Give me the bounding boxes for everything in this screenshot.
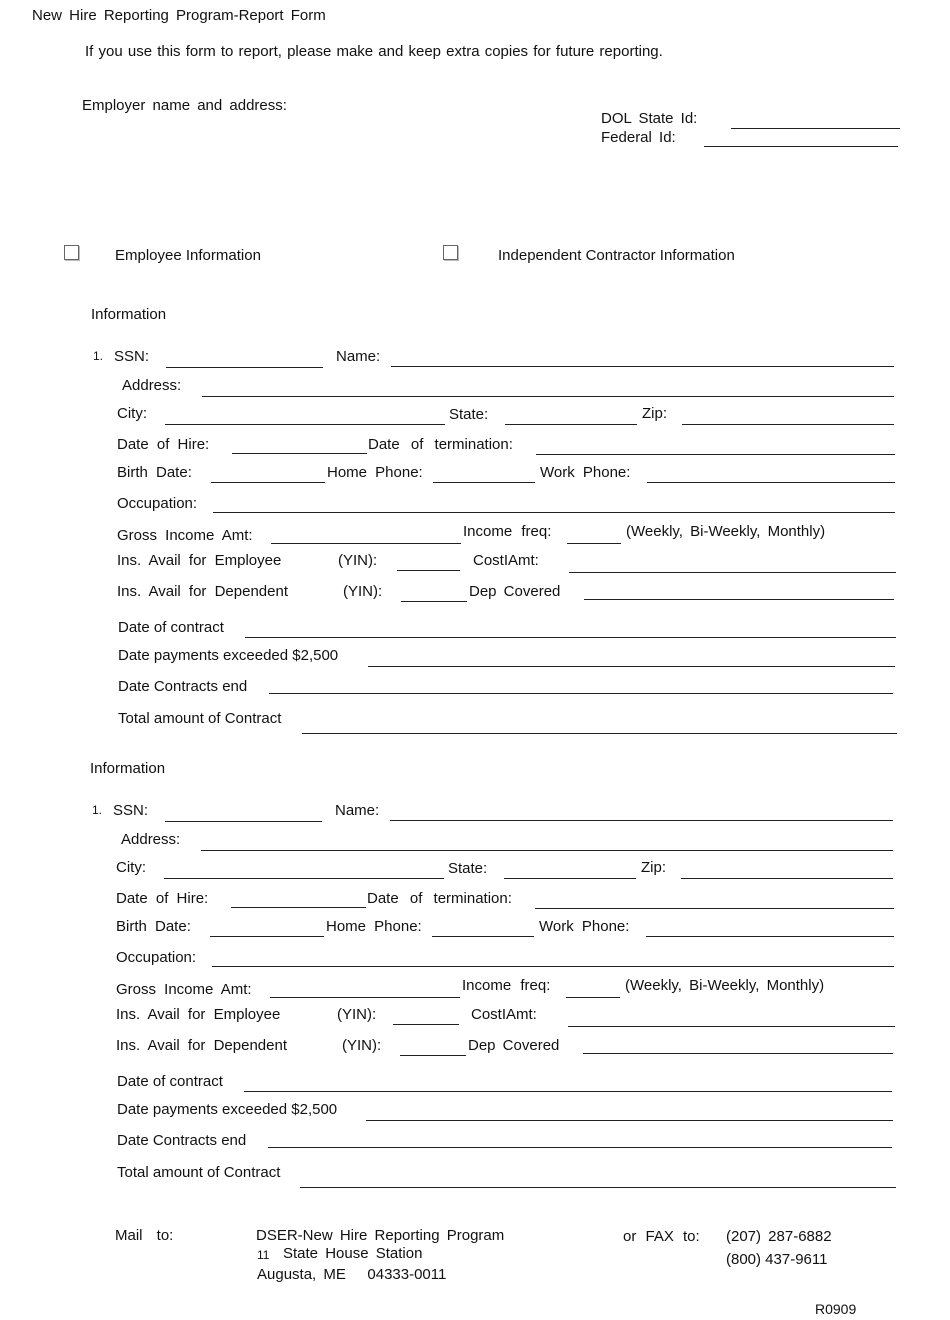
ins-dependent-field[interactable] [400, 1055, 466, 1056]
form-code: R0909 [815, 1301, 857, 1317]
ins-employee-label: Ins. Avail for Employee [117, 552, 282, 569]
income-freq-options: (Weekly, Bi-Weekly, Monthly) [625, 977, 825, 994]
fax-label: or FAX to: [623, 1228, 700, 1245]
contractor-option-label: Independent Contractor Information [498, 247, 735, 264]
ins-dependent-label: Ins. Avail for Dependent [117, 583, 288, 600]
cost-amount-field[interactable] [568, 1026, 895, 1027]
fax-number-2: (800) 437-9611 [726, 1251, 828, 1268]
home-phone-label: Home Phone: [326, 918, 422, 935]
state-label: State: [448, 860, 488, 877]
instructions-text: If you use this form to report, please make and keep extra copies for future reporting. [85, 43, 663, 60]
city-label: City: [116, 859, 146, 876]
payments-exceeded-label: Date payments exceeded $2,500 [117, 1101, 338, 1118]
zip-label: Zip: [642, 405, 668, 422]
total-contract-label: Total amount of Contract [118, 710, 282, 727]
termination-date-field[interactable] [535, 908, 894, 909]
gross-income-label: Gross Income Amt: [117, 527, 253, 544]
birth-date-label: Birth Date: [117, 464, 192, 481]
fax-number-1: (207) 287-6882 [726, 1228, 832, 1245]
ssn-field[interactable] [166, 367, 323, 368]
ssn-label: SSN: [113, 802, 149, 819]
contracts-end-label: Date Contracts end [117, 1132, 247, 1149]
zip-field[interactable] [681, 878, 893, 879]
dep-covered-field[interactable] [583, 1053, 893, 1054]
mail-address-number: 11 [257, 1248, 270, 1262]
employer-label: Employer name and address: [82, 97, 287, 114]
home-phone-field[interactable] [432, 936, 534, 937]
contract-date-label: Date of contract [117, 1073, 223, 1090]
cost-amount-label: CostIAmt: [473, 552, 539, 569]
city-field[interactable] [164, 878, 444, 879]
state-label: State: [449, 406, 489, 423]
income-freq-options: (Weekly, Bi-Weekly, Monthly) [626, 523, 826, 540]
yin-label: (YIN): [342, 1037, 382, 1054]
name-field[interactable] [390, 820, 893, 821]
zip-label: Zip: [641, 859, 667, 876]
termination-date-label: Date of termination: [368, 436, 513, 453]
ins-employee-field[interactable] [393, 1024, 459, 1025]
income-freq-label: Income freq: [463, 523, 552, 540]
work-phone-label: Work Phone: [540, 464, 631, 481]
ins-dependent-label: Ins. Avail for Dependent [116, 1037, 287, 1054]
contracts-end-field[interactable] [268, 1147, 892, 1148]
birth-date-field[interactable] [210, 936, 324, 937]
payments-exceeded-field[interactable] [366, 1120, 893, 1121]
zip-field[interactable] [682, 424, 894, 425]
ssn-field[interactable] [165, 821, 322, 822]
employee-option-label: Employee Information [115, 247, 261, 264]
name-label: Name: [335, 802, 380, 819]
mail-to-label: Mail to: [115, 1227, 174, 1244]
address-label: Address: [122, 377, 182, 394]
gross-income-label: Gross Income Amt: [116, 981, 252, 998]
section-heading: Information [91, 306, 167, 323]
termination-date-label: Date of termination: [367, 890, 512, 907]
total-contract-field[interactable] [300, 1187, 896, 1188]
home-phone-label: Home Phone: [327, 464, 423, 481]
dol-state-id-label: DOL State Id: [601, 110, 698, 127]
employee-block-2 [0, 454, 950, 1181]
ssn-label: SSN: [114, 348, 150, 365]
yin-label: (YIN): [337, 1006, 377, 1023]
ins-employee-label: Ins. Avail for Employee [116, 1006, 281, 1023]
hire-date-label: Date of Hire: [117, 436, 210, 453]
contracts-end-label: Date Contracts end [118, 678, 248, 695]
income-freq-label: Income freq: [462, 977, 551, 994]
yin-label: (YIN): [343, 583, 383, 600]
name-field[interactable] [391, 366, 894, 367]
section-heading: Information [90, 760, 166, 777]
federal-id-label: Federal Id: [601, 129, 676, 146]
state-field[interactable] [505, 424, 637, 425]
item-number: 1. [92, 803, 103, 817]
item-number: 1. [93, 349, 104, 363]
occupation-field[interactable] [212, 966, 894, 967]
mail-address-line-2: State House Station [283, 1245, 423, 1262]
gross-income-field[interactable] [270, 997, 460, 998]
city-field[interactable] [165, 424, 445, 425]
hire-date-label: Date of Hire: [116, 890, 209, 907]
cost-amount-label: CostIAmt: [471, 1006, 537, 1023]
form-title: New Hire Reporting Program-Report Form [32, 7, 326, 24]
payments-exceeded-label: Date payments exceeded $2,500 [118, 647, 339, 664]
address-field[interactable] [201, 850, 893, 851]
mail-address-line-1: DSER-New Hire Reporting Program [256, 1227, 505, 1244]
hire-date-field[interactable] [231, 907, 366, 908]
state-field[interactable] [504, 878, 636, 879]
occupation-label: Occupation: [117, 495, 198, 512]
address-label: Address: [121, 831, 181, 848]
dep-covered-label: Dep Covered [468, 1037, 560, 1054]
city-label: City: [117, 405, 147, 422]
total-contract-label: Total amount of Contract [117, 1164, 281, 1181]
name-label: Name: [336, 348, 381, 365]
occupation-label: Occupation: [116, 949, 197, 966]
contract-date-field[interactable] [244, 1091, 892, 1092]
birth-date-label: Birth Date: [116, 918, 191, 935]
income-freq-field[interactable] [566, 997, 620, 998]
dep-covered-label: Dep Covered [469, 583, 561, 600]
work-phone-label: Work Phone: [539, 918, 630, 935]
address-field[interactable] [202, 396, 894, 397]
yin-label: (YIN): [338, 552, 378, 569]
contract-date-label: Date of contract [118, 619, 224, 636]
work-phone-field[interactable] [646, 936, 894, 937]
mail-address-line-3: Augusta, ME 04333-0011 [257, 1266, 447, 1283]
